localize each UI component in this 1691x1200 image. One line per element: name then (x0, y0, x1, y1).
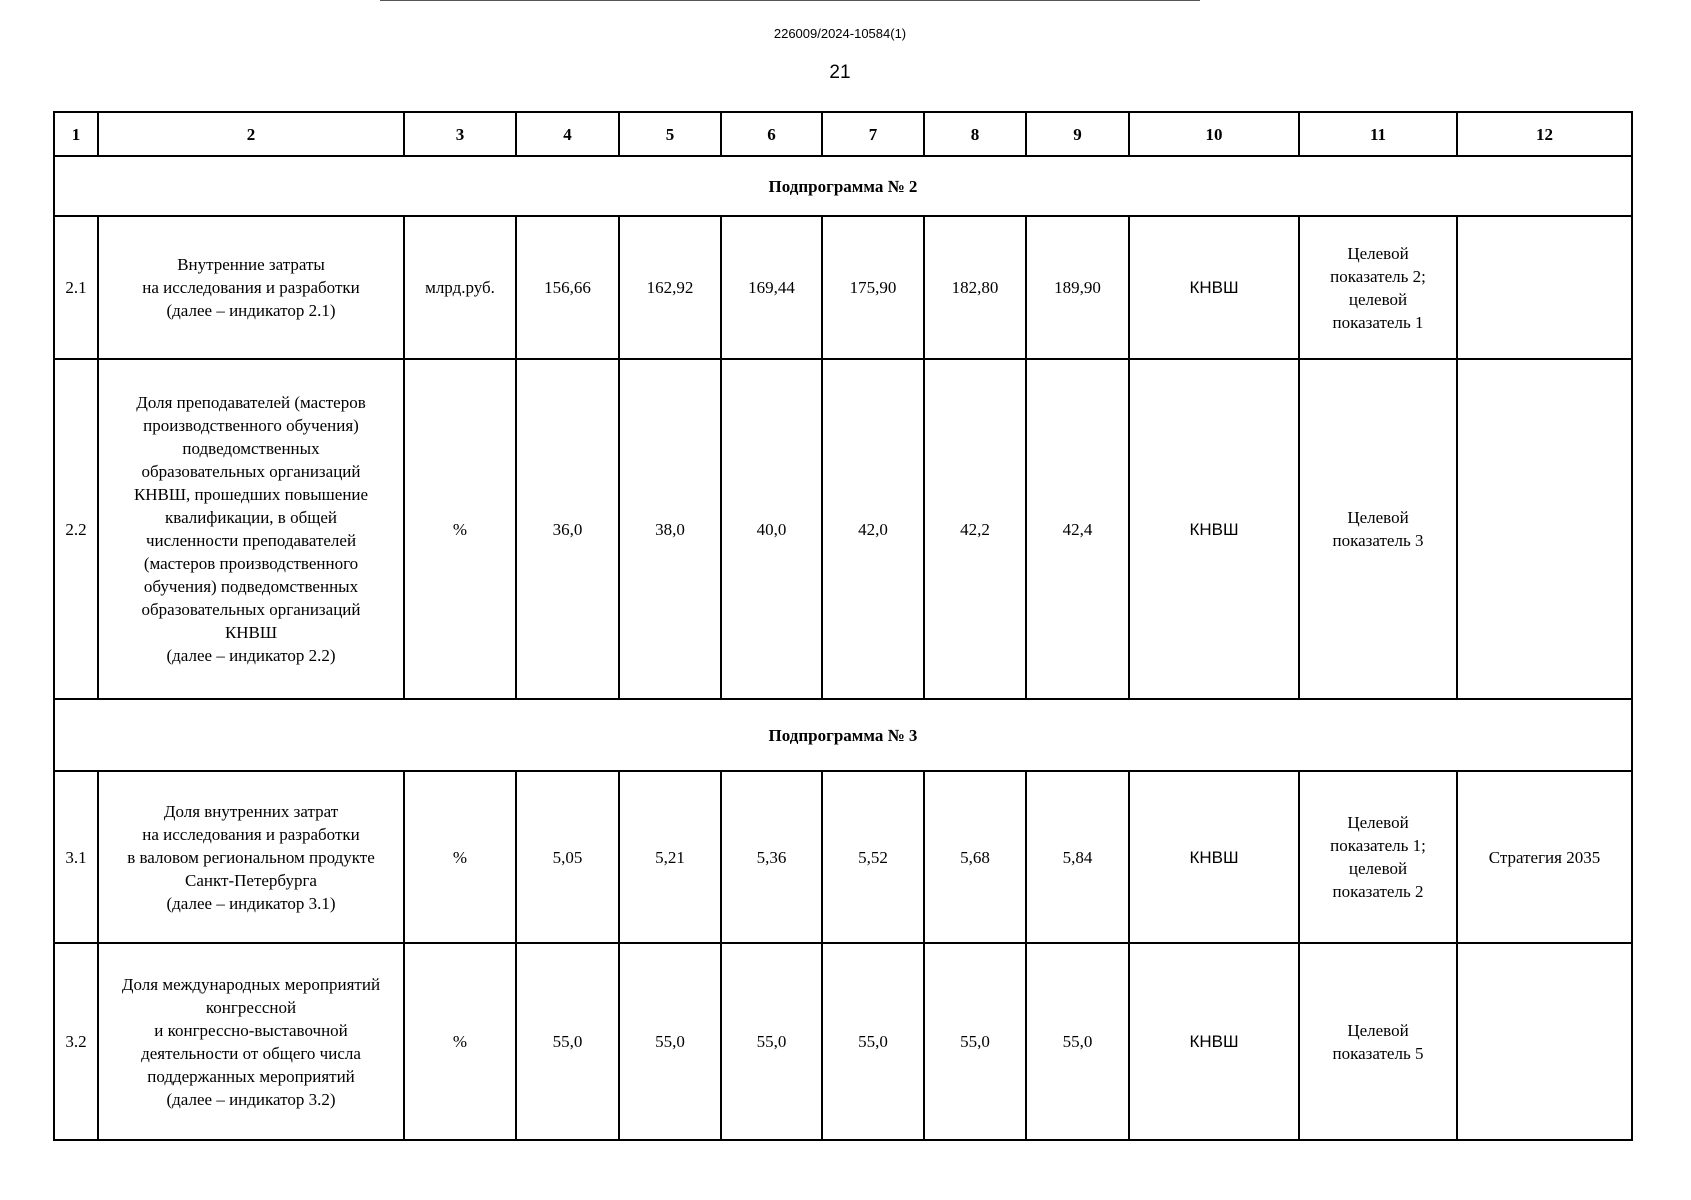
indicator-name-line: (далее – индикатор 2.1) (166, 301, 336, 320)
indicator-value: 5,21 (619, 771, 721, 943)
table-row (54, 943, 1632, 1140)
indicator-name-line: Внутренние затраты (177, 255, 325, 274)
indicator-value: 36,0 (516, 359, 619, 699)
indicator-name-line: КНВШ (224, 623, 278, 642)
source-document: Стратегия 2035 (1457, 771, 1632, 943)
unit-of-measure: млрд.руб. (404, 216, 516, 359)
column-header: 12 (1457, 112, 1632, 156)
column-number-header-row (54, 112, 1632, 156)
table-row (54, 359, 1632, 699)
table-row (54, 771, 1632, 943)
indicator-value: 175,90 (822, 216, 924, 359)
target-indicator-line: Целевой (1347, 508, 1409, 527)
indicator-value: 55,0 (924, 943, 1026, 1140)
indicator-name-line: и конгрессно-выставочной (154, 1020, 348, 1040)
subprogram-title: Подпрограмма № 2 (54, 156, 1632, 216)
indicator-value: 55,0 (721, 943, 822, 1140)
indicator-value: 5,36 (721, 771, 822, 943)
target-indicator (1299, 359, 1457, 699)
indicator-name-line: (мастеров производственного (143, 554, 359, 573)
target-indicator-line: показатель 1; (1330, 836, 1426, 855)
indicator-value: 55,0 (822, 943, 924, 1140)
target-indicator-line: показатель 5 (1332, 1043, 1424, 1063)
source-document (1457, 216, 1632, 359)
responsible-executor: КНВШ (1129, 216, 1299, 359)
target-indicator (1299, 216, 1457, 359)
indicator-name-line: численности преподавателей (145, 531, 357, 550)
indicator-name-line: (далее – индикатор 3.1) (166, 893, 336, 913)
indicator-name-line: производственного обучения) (143, 416, 359, 435)
indicator-name (98, 943, 404, 1140)
indicator-name-line: деятельности от общего числа (141, 1043, 361, 1063)
table-row (54, 216, 1632, 359)
target-indicator (1299, 771, 1457, 943)
target-indicator-line: целевой (1348, 859, 1408, 878)
target-indicator-line: показатель 3 (1332, 531, 1424, 550)
indicator-value: 42,4 (1026, 359, 1129, 699)
column-header: 9 (1026, 112, 1129, 156)
indicator-value: 162,92 (619, 216, 721, 359)
indicator-value: 42,2 (924, 359, 1026, 699)
indicator-name-line: обучения) подведомственных (143, 577, 359, 596)
indicator-name (98, 771, 404, 943)
source-document (1457, 943, 1632, 1140)
indicator-name-line: квалификации, в общей (165, 508, 337, 527)
indicator-value: 55,0 (516, 943, 619, 1140)
indicator-name-line: КНВШ, прошедших повышение (133, 485, 369, 504)
indicator-name-line: Санкт-Петербурга (185, 870, 317, 890)
indicator-name-line: подведомственных (182, 439, 320, 458)
indicator-name-line: конгрессной (205, 997, 297, 1017)
target-indicator-line: целевой (1348, 289, 1408, 309)
indicator-value: 189,90 (1026, 216, 1129, 359)
indicator-name-line: Доля внутренних затрат (163, 801, 339, 821)
indicator-name-line: на исследования и разработки (142, 278, 360, 297)
column-header: 5 (619, 112, 721, 156)
indicator-value: 55,0 (1026, 943, 1129, 1140)
subprogram-title: Подпрограмма № 3 (54, 699, 1632, 771)
document-id: 226009/2024-10584(1) (773, 26, 907, 41)
indicator-number: 2.2 (54, 359, 98, 699)
target-indicator-line: показатель 2 (1332, 882, 1424, 901)
column-header: 11 (1299, 112, 1457, 156)
indicator-number: 3.2 (54, 943, 98, 1140)
indicator-number: 2.1 (54, 216, 98, 359)
source-document (1457, 359, 1632, 699)
column-header: 1 (54, 112, 98, 156)
indicator-name-line: поддержанных мероприятий (147, 1066, 355, 1086)
unit-of-measure: % (404, 771, 516, 943)
indicator-number: 3.1 (54, 771, 98, 943)
indicators-table (53, 111, 1633, 1141)
target-indicator (1299, 943, 1457, 1140)
indicator-name-line: образовательных организаций (141, 600, 361, 619)
unit-of-measure: % (404, 359, 516, 699)
unit-of-measure: % (404, 943, 516, 1140)
responsible-executor: КНВШ (1129, 771, 1299, 943)
indicator-name-line: в валовом региональном продукте (127, 847, 375, 867)
column-header: 8 (924, 112, 1026, 156)
indicator-value: 5,05 (516, 771, 619, 943)
indicator-value: 55,0 (619, 943, 721, 1140)
subprogram-heading-row (54, 699, 1632, 771)
indicator-name-line: Доля преподавателей (мастеров (136, 393, 366, 412)
target-indicator-line: Целевой (1347, 813, 1409, 832)
indicator-name-line: (далее – индикатор 3.2) (166, 1089, 336, 1109)
indicator-name-line: образовательных организаций (141, 462, 361, 481)
target-indicator-line: Целевой (1347, 1020, 1409, 1040)
target-indicator-line: показатель 2; (1330, 266, 1426, 286)
indicator-name (98, 216, 404, 359)
indicator-value: 182,80 (924, 216, 1026, 359)
indicator-value: 40,0 (721, 359, 822, 699)
column-header: 3 (404, 112, 516, 156)
indicator-value: 156,66 (516, 216, 619, 359)
top-scan-line (380, 0, 1200, 1)
indicator-value: 42,0 (822, 359, 924, 699)
page-number: 21 (829, 62, 851, 83)
indicator-value: 5,84 (1026, 771, 1129, 943)
indicator-value: 5,52 (822, 771, 924, 943)
indicator-name-line: на исследования и разработки (142, 824, 360, 844)
column-header: 2 (98, 112, 404, 156)
target-indicator-line: показатель 1 (1332, 312, 1424, 332)
column-header: 7 (822, 112, 924, 156)
indicator-value: 169,44 (721, 216, 822, 359)
subprogram-heading-row (54, 156, 1632, 216)
indicator-name-line: Доля международных мероприятий (121, 974, 381, 994)
column-header: 10 (1129, 112, 1299, 156)
column-header: 4 (516, 112, 619, 156)
indicator-value: 5,68 (924, 771, 1026, 943)
column-header: 6 (721, 112, 822, 156)
target-indicator-line: Целевой (1347, 243, 1409, 263)
indicator-value: 38,0 (619, 359, 721, 699)
responsible-executor: КНВШ (1129, 943, 1299, 1140)
indicator-name-line: (далее – индикатор 2.2) (166, 646, 336, 665)
indicator-name (98, 359, 404, 699)
responsible-executor: КНВШ (1129, 359, 1299, 699)
